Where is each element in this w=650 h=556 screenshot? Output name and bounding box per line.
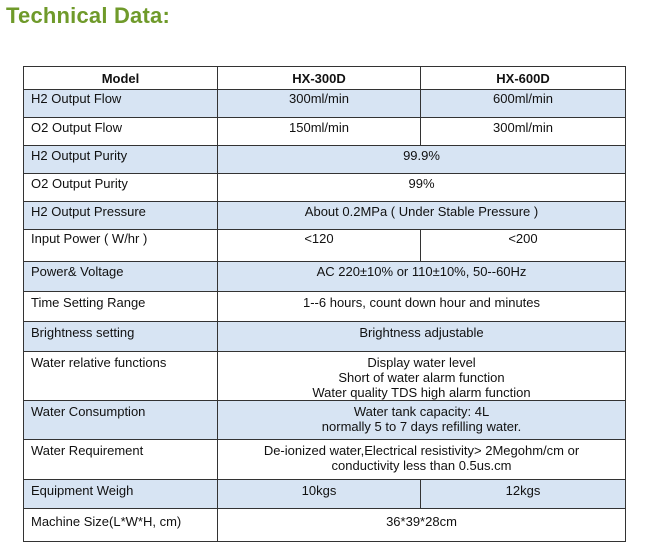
row-value-both: De-ionized water,Electrical resistivity> 2Megohm/cm or conductivity less than 0.5us.cm xyxy=(218,440,626,480)
row-value-both: Water tank capacity: 4L normally 5 to 7 days refilling water. xyxy=(218,401,626,440)
row-label: Input Power ( W/hr ) xyxy=(24,230,218,262)
row-value-hx-300d: 300ml/min xyxy=(218,90,421,118)
row-value-hx-600d: 300ml/min xyxy=(421,118,626,146)
row-label: Water relative functions xyxy=(24,352,218,401)
row-value-both: Display water level Short of water alarm function Water quality TDS high alarm function xyxy=(218,352,626,401)
table-row xyxy=(24,401,626,440)
row-label: Time Setting Range xyxy=(24,292,218,322)
header-hx-300d: HX-300D xyxy=(218,67,421,90)
row-value-both: About 0.2MPa ( Under Stable Pressure ) xyxy=(218,202,626,230)
table-row xyxy=(24,509,626,542)
table-row xyxy=(24,146,626,174)
row-label: H2 Output Purity xyxy=(24,146,218,174)
row-label: Brightness setting xyxy=(24,322,218,352)
table-row xyxy=(24,202,626,230)
row-label: Machine Size(L*W*H, cm) xyxy=(24,509,218,542)
table-row xyxy=(24,174,626,202)
table-row xyxy=(24,352,626,401)
row-value-hx-300d: 10kgs xyxy=(218,480,421,509)
row-label: Water Requirement xyxy=(24,440,218,480)
row-value-both: AC 220±10% or 110±10%, 50--60Hz xyxy=(218,262,626,292)
row-label: H2 Output Pressure xyxy=(24,202,218,230)
row-value-both: 99.9% xyxy=(218,146,626,174)
table-row xyxy=(24,262,626,292)
row-value-both: 1--6 hours, count down hour and minutes xyxy=(218,292,626,322)
row-value-hx-300d: <120 xyxy=(218,230,421,262)
row-value-both: 36*39*28cm xyxy=(218,509,626,542)
row-label: Power& Voltage xyxy=(24,262,218,292)
row-label: O2 Output Flow xyxy=(24,118,218,146)
table-row xyxy=(24,480,626,509)
table-header-row xyxy=(24,67,626,90)
row-label: O2 Output Purity xyxy=(24,174,218,202)
row-value-hx-600d: 12kgs xyxy=(421,480,626,509)
row-value-hx-600d: <200 xyxy=(421,230,626,262)
row-label: Water Consumption xyxy=(24,401,218,440)
spec-table xyxy=(23,66,626,542)
table-row xyxy=(24,292,626,322)
header-hx-600d: HX-600D xyxy=(421,67,626,90)
page-title: Technical Data: xyxy=(6,3,170,28)
row-value-hx-600d: 600ml/min xyxy=(421,90,626,118)
row-value-hx-300d: 150ml/min xyxy=(218,118,421,146)
table-row xyxy=(24,230,626,262)
row-value-both: 99% xyxy=(218,174,626,202)
row-label: Equipment Weigh xyxy=(24,480,218,509)
row-label: H2 Output Flow xyxy=(24,90,218,118)
table-row xyxy=(24,322,626,352)
table-row xyxy=(24,90,626,118)
row-value-both: Brightness adjustable xyxy=(218,322,626,352)
table-row xyxy=(24,440,626,480)
header-model: Model xyxy=(24,67,218,90)
table-row xyxy=(24,118,626,146)
